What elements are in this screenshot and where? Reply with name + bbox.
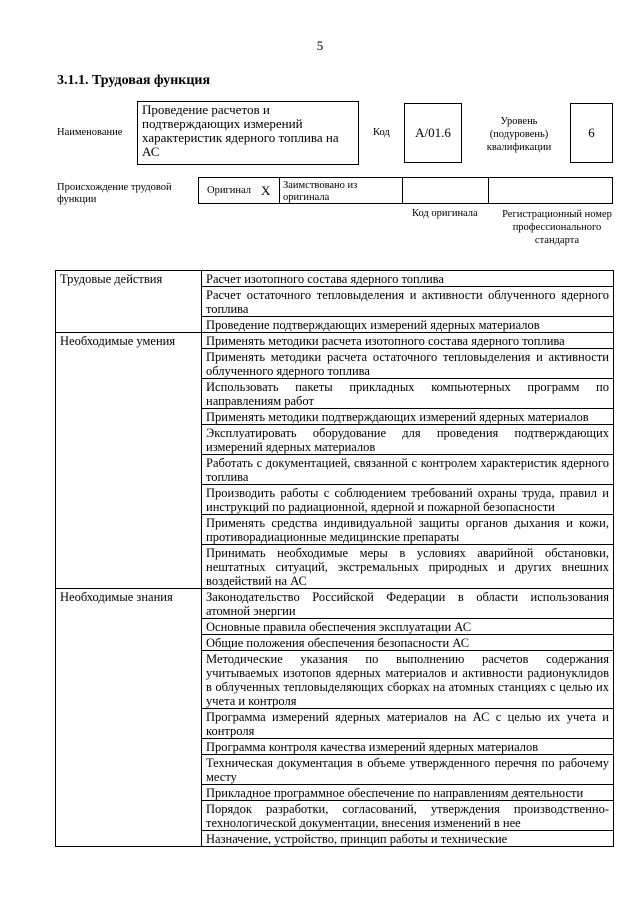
- original-code-label: Код оригинала: [412, 208, 478, 219]
- section-item: Методические указания по выполнению расчетов содержания учитываемых изотопов ядерных материалов и активности радионуклидов в облученных тепловыделяющих сборках на атомных станциях с целью их учета и контроля: [202, 651, 614, 709]
- section-item: Применять методики расчета остаточного тепловыделения и активности облученного ядерного топлива: [202, 349, 614, 379]
- table-row: [56, 589, 614, 619]
- section-item: Принимать необходимые меры в условиях аварийной обстановки, нештатных ситуаций, экстремальных природных и других внешних воздействий на АС: [202, 545, 614, 589]
- section-item: Применять методики расчета изотопного состава ядерного топлива: [202, 333, 614, 349]
- section-item: Программа контроля качества измерений ядерных материалов: [202, 739, 614, 755]
- registration-number-cell: [489, 177, 613, 204]
- section-item: Назначение, устройство, принцип работы и технические: [202, 831, 614, 847]
- section-item: Использовать пакеты прикладных компьютерных программ по направлениям работ: [202, 379, 614, 409]
- name-label: Наименование: [57, 127, 123, 138]
- registration-number-label: Регистрационный номер профессионального стандарта: [502, 209, 612, 246]
- origin-label: Происхождение трудовой функции: [57, 182, 172, 205]
- section-title: 3.1.1. Трудовая функция: [57, 73, 211, 88]
- borrowed-label: Заимствовано из оригинала: [280, 177, 403, 204]
- section-item: Программа измерений ядерных материалов на АС с целью их учета и контроля: [202, 709, 614, 739]
- section-item: Проведение подтверждающих измерений ядерных материалов: [202, 317, 614, 333]
- section-label: Необходимые знания: [56, 589, 202, 847]
- section-item: Порядок разработки, согласований, утверждения производственно-технологической документации, внесения изменений в нее: [202, 801, 614, 831]
- section-item: Общие положения обеспечения безопасности АС: [202, 635, 614, 651]
- section-item: Эксплуатировать оборудование для проведения подтверждающих измерений ядерных материалов: [202, 425, 614, 455]
- page-number: 5: [316, 38, 324, 53]
- original-code-cell: [403, 177, 489, 204]
- section-item: Прикладное программное обеспечение по направлениям деятельности: [202, 785, 614, 801]
- section-item: Расчет остаточного тепловыделения и активности облученного ядерного топлива: [202, 287, 614, 317]
- labor-function-table: [55, 270, 614, 847]
- section-item: Законодательство Российской Федерации в области использования атомной энергии: [202, 589, 614, 619]
- section-item: Техническая документация в объеме утвержденного перечня по рабочему месту: [202, 755, 614, 785]
- code-value: А/01.6: [404, 103, 462, 163]
- section-item: Применять средства индивидуальной защиты органов дыхания и кожи, противорадиационные медицинские препараты: [202, 515, 614, 545]
- original-label: Оригинал: [207, 184, 251, 196]
- original-mark: X: [261, 182, 271, 198]
- section-item: Применять методики подтверждающих измерений ядерных материалов: [202, 409, 614, 425]
- section-item: Расчет изотопного состава ядерного топлива: [202, 271, 614, 287]
- code-label: Код: [373, 127, 390, 138]
- qualification-level-value: 6: [570, 103, 613, 163]
- section-label: Необходимые умения: [56, 333, 202, 589]
- section-item: Основные правила обеспечения эксплуатации АС: [202, 619, 614, 635]
- qualification-level-label: Уровень (подуровень) квалификации: [486, 116, 552, 153]
- function-name-value: Проведение расчетов и подтверждающих измерений характеристик ядерного топлива на АС: [137, 101, 359, 165]
- origin-row: [198, 177, 613, 204]
- section-label: Трудовые действия: [56, 271, 202, 333]
- table-row: [56, 271, 614, 287]
- section-item: Производить работы с соблюдением требований охраны труда, правил и инструкций по радиационной, ядерной и пожарной безопасности: [202, 485, 614, 515]
- section-item: Работать с документацией, связанной с контролем характеристик ядерного топлива: [202, 455, 614, 485]
- origin-original-cell: [198, 177, 280, 204]
- table-row: [56, 333, 614, 349]
